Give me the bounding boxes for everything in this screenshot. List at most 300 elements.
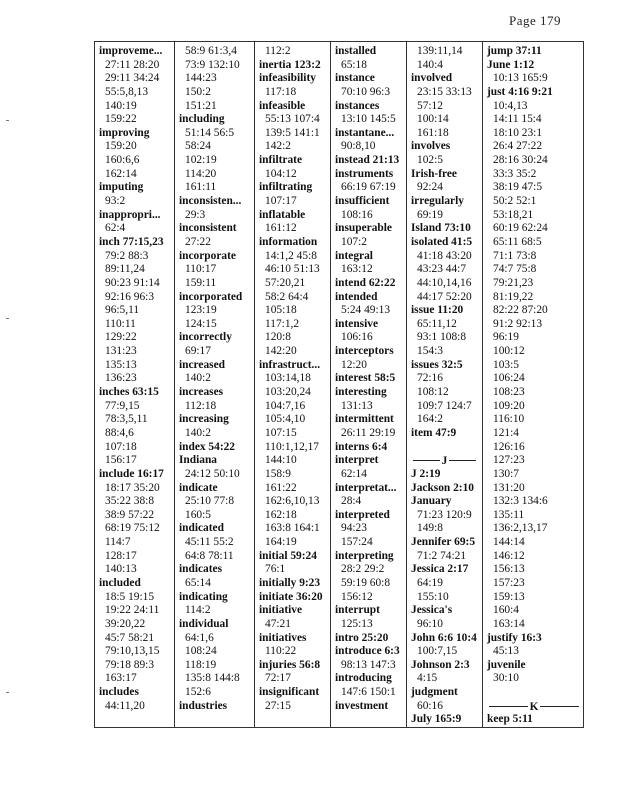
index-term: interpret	[335, 454, 379, 467]
index-reference: 65:11 68:5	[493, 235, 542, 248]
index-reference: 114:2	[185, 604, 211, 617]
index-term: irregularly	[411, 195, 464, 208]
index-term: just 4:16 9:21	[487, 85, 553, 98]
index-term: inappropri...	[99, 208, 161, 221]
index-term: Island 73:10	[411, 222, 471, 235]
index-reference: 74:7 75:8	[493, 263, 537, 276]
index-reference: 123:19	[185, 304, 217, 317]
index-reference: 64:19	[417, 576, 443, 589]
index-term: July 165:9	[411, 713, 462, 726]
index-reference: 102:19	[185, 154, 217, 167]
index-term: insuperable	[335, 222, 392, 235]
index-reference: 98:13 147:3	[341, 658, 396, 671]
index-reference: 162:18	[265, 508, 297, 521]
index-reference: 109:7 124:7	[417, 399, 472, 412]
index-reference: 157:24	[341, 536, 373, 549]
index-reference: 60:16	[417, 699, 443, 712]
index-reference: 112:18	[185, 399, 217, 412]
index-reference: 27:22	[185, 235, 211, 248]
index-reference: 159:13	[493, 590, 525, 603]
index-reference: 161:22	[265, 481, 297, 494]
index-term: inch 77:15,23	[99, 235, 164, 248]
index-term: intensive	[335, 317, 379, 330]
index-reference: 108:16	[341, 208, 373, 221]
index-term: intended	[335, 290, 378, 303]
index-term: infiltrate	[259, 154, 303, 167]
index-term: Johnson 2:3	[411, 658, 470, 671]
index-reference: 162:14	[105, 167, 137, 180]
index-term: Jennifer 69:5	[411, 536, 476, 549]
index-reference: 44:17 52:20	[417, 290, 472, 303]
index-reference: 150:2	[185, 85, 211, 98]
index-term: interpreting	[335, 549, 394, 562]
index-term: installed	[335, 45, 377, 57]
index-reference: 81:19,22	[493, 290, 534, 303]
index-reference: 76:1	[265, 563, 286, 576]
index-term: introducing	[335, 672, 392, 685]
index-reference: 163:12	[341, 263, 373, 276]
index-term: initiative	[259, 604, 303, 617]
index-reference: 108:23	[493, 386, 525, 399]
index-term: instance	[335, 72, 375, 85]
index-reference: 100:14	[417, 113, 449, 126]
index-reference: 160:5	[185, 508, 211, 521]
index-reference: 142:20	[265, 345, 297, 358]
index-reference: 45:13	[493, 645, 519, 658]
index-column-3	[255, 42, 331, 727]
index-term: increased	[179, 358, 225, 371]
index-reference: 140:19	[105, 99, 137, 112]
index-reference: 58:24	[185, 140, 211, 153]
index-reference: 140:4	[417, 58, 443, 71]
index-term: justify 16:3	[487, 631, 542, 644]
index-reference: 130:7	[493, 467, 519, 480]
index-reference: 157:23	[493, 576, 525, 589]
index-term: Jessica 2:17	[411, 563, 469, 576]
index-term: infrastruct...	[259, 358, 321, 371]
index-reference: 57:12	[417, 99, 443, 112]
index-reference	[483, 686, 585, 700]
index-reference: 45:11 55:2	[185, 536, 234, 549]
index-term: incorporated	[179, 290, 243, 303]
index-term: juvenile	[487, 658, 526, 671]
index-term: January	[411, 495, 452, 508]
index-reference: 116:10	[493, 413, 525, 426]
index-reference: 104:12	[265, 167, 297, 180]
index-reference: 91:2 92:13	[493, 317, 543, 330]
index-reference: 109:20	[493, 399, 525, 412]
index-term: inconsistent	[179, 222, 237, 235]
index-reference: 110:22	[265, 645, 297, 658]
index-reference: 136:2,13,17	[493, 522, 548, 535]
index-reference: 44:11,20	[105, 699, 145, 712]
index-term: initiate 36:20	[259, 590, 323, 603]
index-reference: 107:18	[105, 440, 137, 453]
index-reference: 100:7,15	[417, 645, 458, 658]
index-column-1	[95, 42, 175, 727]
index-term: John 6:6 10:4	[411, 631, 477, 644]
index-term: incorrectly	[179, 331, 232, 344]
index-term: interpreted	[335, 508, 390, 521]
index-reference: 55:13 107:4	[265, 113, 320, 126]
index-reference: 126:16	[493, 440, 525, 453]
index-reference: 154:3	[417, 345, 443, 358]
index-reference: 120:8	[265, 331, 291, 344]
index-reference: 142:2	[265, 140, 291, 153]
index-term: Irish-free	[411, 167, 457, 180]
index-reference: 160:4	[493, 604, 519, 617]
index-reference: 144:14	[493, 536, 525, 549]
index-reference: 78:3,5,11	[105, 413, 148, 426]
index-term: individual	[179, 617, 229, 630]
index-term: integral	[335, 249, 373, 262]
index-reference: 136:23	[105, 372, 137, 385]
index-term: intro 25:20	[335, 631, 389, 644]
index-reference: 45:7 58:21	[105, 631, 155, 644]
index-reference: 110:11	[105, 317, 136, 330]
index-letter-heading	[407, 454, 482, 468]
index-reference: 68:19 75:12	[105, 522, 160, 535]
index-reference: 92:16 96:3	[105, 290, 155, 303]
index-reference: 53:18,21	[493, 208, 534, 221]
index-reference: 72:16	[417, 372, 443, 385]
index-term: item 47:9	[411, 426, 457, 439]
index-reference: 112:2	[265, 45, 291, 57]
index-reference: 66:19 67:19	[341, 181, 396, 194]
index-term: included	[99, 576, 141, 589]
index-reference: 96:5,11	[105, 304, 140, 317]
index-reference: 152:6	[185, 686, 211, 699]
index-reference: 102:5	[417, 154, 443, 167]
index-reference: 156:17	[105, 454, 137, 467]
index-term: index 54:22	[179, 440, 236, 453]
index-reference: 79:2 88:3	[105, 249, 149, 262]
index-reference: 110:17	[185, 263, 217, 276]
index-table	[94, 41, 584, 728]
index-reference: 71:2 74:21	[417, 549, 467, 562]
index-reference: 14:11 15:4	[493, 113, 542, 126]
index-reference: 14:1,2 45:8	[265, 249, 317, 262]
index-reference: 103:20,24	[265, 386, 311, 399]
index-reference: 73:9 132:10	[185, 58, 240, 71]
index-reference: 131:23	[105, 345, 137, 358]
index-reference: 108:12	[417, 386, 449, 399]
index-reference: 71:23 120:9	[417, 508, 472, 521]
index-reference: 131:13	[341, 399, 373, 412]
index-reference: 64:1,6	[185, 631, 214, 644]
index-reference: 65:14	[185, 576, 211, 589]
index-term: inconsisten...	[179, 195, 242, 208]
index-reference: 28:16 30:24	[493, 154, 548, 167]
index-reference: 144:10	[265, 454, 297, 467]
index-reference: 60:19 62:24	[493, 222, 548, 235]
index-reference: 70:10 96:3	[341, 85, 391, 98]
index-reference: 149:8	[417, 522, 443, 535]
index-term: judgment	[411, 686, 458, 699]
index-reference: 140:2	[185, 426, 211, 439]
index-term: improving	[99, 126, 150, 139]
index-reference: 140:13	[105, 563, 137, 576]
index-term: instances	[335, 99, 380, 112]
index-reference: 128:17	[105, 549, 137, 562]
index-term: intend 62:22	[335, 276, 396, 289]
index-term: increases	[179, 386, 224, 399]
index-term: interesting	[335, 386, 387, 399]
index-reference: 104:7,16	[265, 399, 306, 412]
index-reference: 147:6 150:1	[341, 686, 396, 699]
index-reference: 159:20	[105, 140, 137, 153]
index-term: instead 21:13	[335, 154, 400, 167]
index-reference: 28:2 29:2	[341, 563, 385, 576]
index-reference: 65:18	[341, 58, 367, 71]
index-term: instruments	[335, 167, 394, 180]
index-column-2	[175, 42, 255, 727]
index-reference: 139:11,14	[417, 45, 463, 57]
index-reference: 110:1,12,17	[265, 440, 319, 453]
index-reference: 158:9	[265, 467, 291, 480]
index-term: improveme...	[99, 45, 163, 57]
index-term: initiatives	[259, 631, 307, 644]
index-reference: 23:15 33:13	[417, 85, 472, 98]
index-term: information	[259, 235, 318, 248]
index-term: inches 63:15	[99, 386, 159, 399]
index-reference: 64:8 78:11	[185, 549, 234, 562]
index-reference: 58:9 61:3,4	[185, 45, 237, 57]
index-reference: 46:10 51:13	[265, 263, 320, 276]
index-reference: 41:18 43:20	[417, 249, 472, 262]
index-term: indicated	[179, 522, 224, 535]
index-reference: 140:2	[185, 372, 211, 385]
index-reference: 35:22 38:8	[105, 495, 155, 508]
index-reference: 135:8 144:8	[185, 672, 240, 685]
index-term: include 16:17	[99, 467, 164, 480]
index-term: isolated 41:5	[411, 235, 473, 248]
index-term: involved	[411, 72, 453, 85]
index-reference: 5:24 49:13	[341, 304, 391, 317]
index-reference: 71:1 73:8	[493, 249, 537, 262]
index-reference: 155:10	[417, 590, 449, 603]
index-term: including	[179, 113, 225, 126]
index-reference: 124:15	[185, 317, 217, 330]
index-reference: 107:15	[265, 426, 297, 439]
index-term: interpretat...	[335, 481, 397, 494]
index-reference: 146:12	[493, 549, 525, 562]
index-reference	[407, 441, 482, 455]
index-reference: 12:20	[341, 358, 367, 371]
index-reference: 55:5,8,13	[105, 85, 149, 98]
index-term: interest 58:5	[335, 372, 396, 385]
index-reference: 82:22 87:20	[493, 304, 548, 317]
index-reference: 163:8 164:1	[265, 522, 320, 535]
index-reference: 57:20,21	[265, 276, 306, 289]
letter-label: J	[441, 455, 448, 468]
index-reference: 72:17	[265, 672, 291, 685]
index-term: involves	[411, 140, 451, 153]
index-reference: 4:15	[417, 672, 438, 685]
index-reference: 92:24	[417, 181, 443, 194]
index-reference: 27:11 28:20	[105, 58, 160, 71]
index-reference: 162:6,10,13	[265, 495, 320, 508]
index-reference: 131:20	[493, 481, 525, 494]
index-reference: 105:4,10	[265, 413, 306, 426]
index-term: inertia 123:2	[259, 58, 321, 71]
index-term: J 2:19	[411, 467, 441, 480]
index-reference: 161:11	[185, 181, 217, 194]
index-term: infiltrating	[259, 181, 313, 194]
index-term: instantane...	[335, 126, 395, 139]
index-reference: 117:18	[265, 85, 297, 98]
index-column-5	[407, 42, 483, 727]
index-column-6	[483, 42, 585, 727]
index-reference: 135:11	[493, 508, 525, 521]
index-term: interrupt	[335, 604, 380, 617]
index-reference: 27:15	[265, 699, 291, 712]
index-reference: 103:14,18	[265, 372, 311, 385]
index-reference: 18:17 35:20	[105, 481, 160, 494]
index-reference: 13:10 145:5	[341, 113, 396, 126]
index-reference: 161:12	[265, 222, 297, 235]
index-reference: 103:5	[493, 358, 519, 371]
index-reference: 90:23 91:14	[105, 276, 160, 289]
index-term: insufficient	[335, 195, 390, 208]
index-reference: 135:13	[105, 358, 137, 371]
index-reference: 25:10 77:8	[185, 495, 235, 508]
index-term: indicates	[179, 563, 223, 576]
index-reference: 62:14	[341, 467, 367, 480]
index-reference: 65:11,12	[417, 317, 457, 330]
index-letter-heading	[483, 700, 585, 714]
index-reference: 79:10,13,15	[105, 645, 160, 658]
index-reference: 39:20,22	[105, 617, 146, 630]
index-reference: 96:19	[493, 331, 519, 344]
index-term: infeasible	[259, 99, 306, 112]
index-term: interns 6:4	[335, 440, 388, 453]
index-term: increasing	[179, 413, 229, 426]
index-term: initially 9:23	[259, 576, 321, 589]
index-reference: 18:10 23:1	[493, 126, 543, 139]
index-reference: 156:12	[341, 590, 373, 603]
index-reference: 59:19 60:8	[341, 576, 391, 589]
index-reference: 106:24	[493, 372, 525, 385]
index-reference: 163:14	[493, 617, 525, 630]
index-term: Indiana	[179, 454, 217, 467]
index-reference: 38:9 57:22	[105, 508, 155, 521]
index-reference: 19:22 24:11	[105, 604, 160, 617]
index-term: initial 59:24	[259, 549, 317, 562]
index-term: industries	[179, 699, 228, 712]
index-reference: 125:13	[341, 617, 373, 630]
index-reference: 24:12 50:10	[185, 467, 240, 480]
index-reference: 28:4	[341, 495, 362, 508]
index-reference: 51:14 56:5	[185, 126, 235, 139]
page-number: Page 179	[509, 13, 562, 28]
index-reference: 106:16	[341, 331, 373, 344]
index-reference: 105:18	[265, 304, 297, 317]
index-reference: 44:10,14,16	[417, 276, 472, 289]
index-reference: 164:19	[265, 536, 297, 549]
index-term: indicating	[179, 590, 228, 603]
index-reference: 90:8,10	[341, 140, 376, 153]
index-term: intermittent	[335, 413, 394, 426]
index-term: Jessica's	[411, 604, 453, 617]
index-reference: 77:9,15	[105, 399, 140, 412]
index-reference: 50:2 52:1	[493, 195, 537, 208]
index-term: issue 11:20	[411, 304, 464, 317]
index-reference: 79:21,23	[493, 276, 534, 289]
index-term: infeasibility	[259, 72, 316, 85]
index-reference: 58:2 64:4	[265, 290, 309, 303]
index-term: includes	[99, 686, 139, 699]
index-reference: 26:11 29:19	[341, 426, 396, 439]
index-reference: 121:4	[493, 426, 519, 439]
index-reference: 114:7	[105, 536, 131, 549]
index-reference: 107:2	[341, 235, 367, 248]
index-reference: 79:18 89:3	[105, 658, 155, 671]
index-reference: 93:1 108:8	[417, 331, 467, 344]
index-reference: 132:3 134:6	[493, 495, 548, 508]
index-reference: 108:24	[185, 645, 217, 658]
index-term: incorporate	[179, 249, 236, 262]
index-term: Jackson 2:10	[411, 481, 474, 494]
index-reference: 96:10	[417, 617, 443, 630]
index-term: jump 37:11	[487, 45, 542, 57]
index-term: inflatable	[259, 208, 306, 221]
index-term: June 1:12	[487, 58, 535, 71]
index-reference: 69:17	[185, 345, 211, 358]
index-term: keep 5:11	[487, 713, 533, 726]
letter-label: K	[529, 700, 539, 713]
index-reference: 30:10	[493, 672, 519, 685]
index-reference: 29:3	[185, 208, 206, 221]
index-reference: 69:19	[417, 208, 443, 221]
index-term: indicate	[179, 481, 218, 494]
index-reference: 26:4 27:22	[493, 140, 543, 153]
index-reference: 151:21	[185, 99, 217, 112]
index-reference: 156:13	[493, 563, 525, 576]
index-reference: 107:17	[265, 195, 297, 208]
index-term: imputing	[99, 181, 144, 194]
index-term: insignificant	[259, 686, 320, 699]
index-reference: 62:4	[105, 222, 126, 235]
index-reference: 10:13 165:9	[493, 72, 548, 85]
index-reference: 139:5 141:1	[265, 126, 320, 139]
index-reference: 163:17	[105, 672, 137, 685]
index-reference: 89:11,24	[105, 263, 145, 276]
index-reference: 38:19 47:5	[493, 181, 543, 194]
index-reference: 144:23	[185, 72, 217, 85]
index-column-4	[331, 42, 407, 727]
index-reference: 129:22	[105, 331, 137, 344]
index-reference: 10:4,13	[493, 99, 528, 112]
index-reference: 100:12	[493, 345, 525, 358]
index-reference: 43:23 44:7	[417, 263, 467, 276]
index-term: investment	[335, 699, 389, 712]
index-reference: 160:6,6	[105, 154, 140, 167]
index-term: issues 32:5	[411, 358, 463, 371]
index-term: introduce 6:3	[335, 645, 400, 658]
index-reference: 18:5 19:15	[105, 590, 155, 603]
index-reference: 114:20	[185, 167, 217, 180]
index-reference: 164:2	[417, 413, 443, 426]
index-reference: 93:2	[105, 195, 126, 208]
index-reference: 127:23	[493, 454, 525, 467]
index-reference: 33:3 35:2	[493, 167, 537, 180]
index-reference: 161:18	[417, 126, 449, 139]
index-term: injuries 56:8	[259, 658, 321, 671]
index-reference: 118:19	[185, 658, 217, 671]
index-reference: 94:23	[341, 522, 367, 535]
index-reference: 29:11 34:24	[105, 72, 160, 85]
